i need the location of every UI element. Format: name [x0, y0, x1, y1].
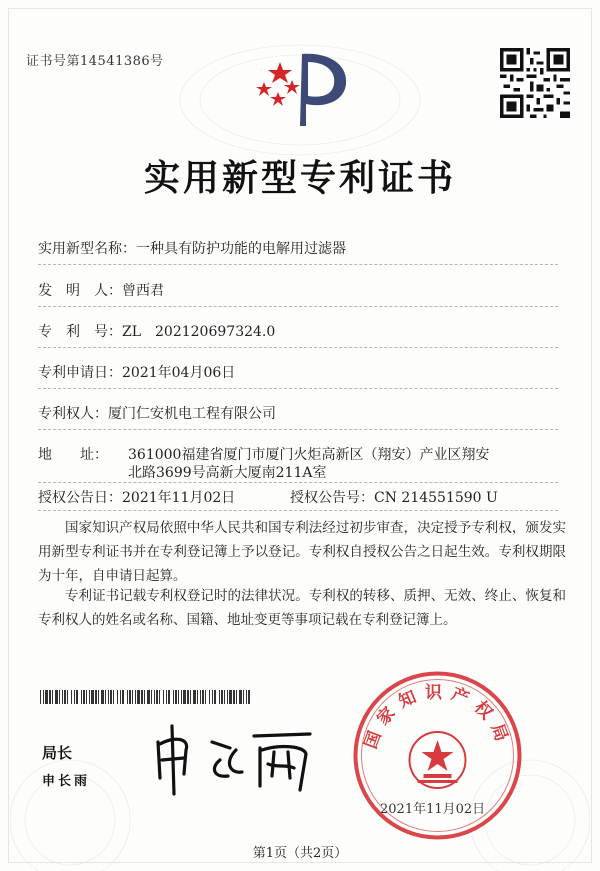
seal-text: 国家知识产权局	[360, 682, 515, 752]
grant-number-row	[290, 487, 498, 507]
legal-status-paragraph: 专利证书记载专利权登记时的法律状况。专利权的转移、质押、无效、终止、恢复和专利权人的姓名或名称、国籍、地址变更等事项记载在专利登记簿上。	[38, 588, 566, 628]
commissioner-title: 局长	[42, 744, 73, 762]
divider	[38, 429, 558, 430]
grant-date-label: 授权公告日：	[38, 490, 122, 506]
patentee-value: 厦门仁安机电工程有限公司	[108, 406, 276, 422]
certificate-title: 实用新型专利证书	[143, 157, 456, 199]
grant-number-label: 授权公告号：	[290, 490, 374, 506]
address-line-2: 北路3699号高新大厦南211A室	[128, 465, 327, 481]
qr-code-icon	[500, 48, 570, 118]
address-row	[38, 444, 489, 464]
application-date-row	[38, 362, 235, 382]
inventor-label: 发 明 人：	[38, 283, 122, 299]
patent-number-label: 专 利 号：	[38, 324, 122, 340]
grant-number-value: CN 214551590 U	[374, 490, 498, 506]
seal-date: 2021年11月02日	[380, 802, 486, 817]
address-line-1: 361000福建省厦门市厦门火炬高新区（翔安）产业区翔安	[128, 447, 490, 463]
divider	[38, 347, 558, 348]
divider	[38, 482, 558, 483]
address-label: 地 址：	[38, 447, 108, 463]
application-date-label: 专利申请日：	[38, 365, 122, 381]
divider	[38, 510, 558, 511]
grant-date-row	[38, 487, 235, 507]
application-date-value: 2021年04月06日	[122, 365, 236, 381]
utility-model-name-label: 实用新型名称：	[38, 241, 136, 257]
commissioner-name: 申长雨	[42, 774, 91, 789]
grant-statement-paragraph: 国家知识产权局依照中华人民共和国专利法经过初步审查，决定授予专利权，颁发实用新型专利证书并在专利登记簿上予以登记。专利权自授权公告之日起生效。专利权期限为十年，自申请日起算。	[38, 520, 566, 584]
barcode-icon	[40, 690, 250, 704]
inventor-row	[38, 280, 164, 300]
patent-number-row	[38, 321, 275, 341]
utility-model-name-value: 一种具有防护功能的电解用过滤器	[136, 241, 346, 257]
divider	[38, 306, 558, 307]
page-footer: 第1页（共2页）	[252, 846, 348, 861]
address-row-continued	[128, 462, 326, 482]
grant-date-value: 2021年11月02日	[122, 490, 236, 506]
patentee-row	[38, 403, 276, 423]
patentee-label: 专利权人：	[38, 406, 108, 422]
commissioner-signature	[150, 720, 320, 800]
cnipa-logo-icon	[250, 42, 360, 132]
divider	[38, 264, 558, 265]
certificate-number: 证书号第14541386号	[26, 54, 164, 69]
patent-number-value: ZL 202120697324.0	[122, 324, 276, 340]
utility-model-name-row	[38, 238, 346, 258]
divider	[38, 388, 558, 389]
inventor-value: 曾西君	[122, 283, 164, 299]
